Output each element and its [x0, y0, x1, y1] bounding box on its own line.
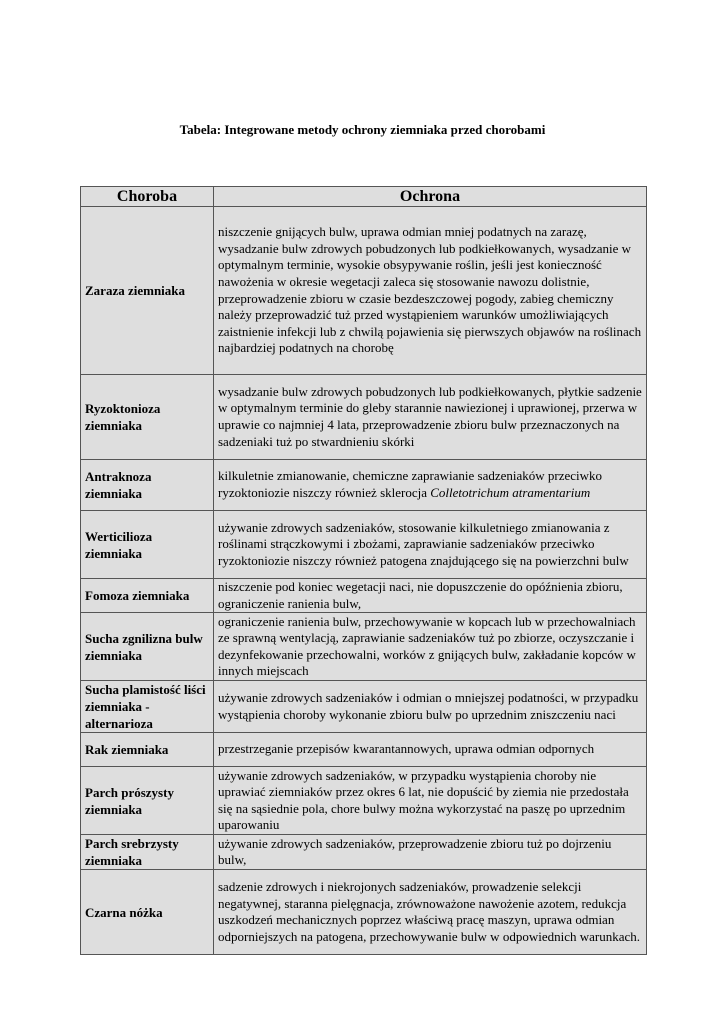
disease-cell: Werticilioza ziemniaka: [81, 511, 214, 579]
table-row: [81, 733, 647, 767]
method-cell: niszczenie pod koniec wegetacji naci, nie dopuszczenie do opóźnienia zbioru, ograniczenie ranienia bulw,: [214, 579, 647, 613]
method-cell: [214, 460, 647, 511]
disease-cell: Sucha zgnilizna bulw ziemniaka: [81, 613, 214, 681]
table-row: [81, 207, 647, 375]
page-title: Tabela: Integrowane metody ochrony ziemniaka przed chorobami: [179, 122, 546, 137]
disease-cell: Parch srebrzysty ziemniaka: [81, 835, 214, 870]
table-header-row: [81, 187, 647, 207]
pathogen-name: Colletotrichum atramentarium: [430, 485, 591, 500]
method-cell: wysadzanie bulw zdrowych pobudzonych lub podkiełkowanych, płytkie sadzenie w optymalnym terminie do gleby starannie nawiezionej i uprawionej, przerwa w uprawie co najmniej 4 lata, przeprowadzenie zbioru bulw przeznaczonych na sadzeniaki tuż po stwardnieniu skórki: [214, 375, 647, 460]
table-row: [81, 460, 647, 511]
method-cell: używanie zdrowych sadzeniaków, przeprowadzenie zbioru tuż po dojrzeniu bulw,: [214, 835, 647, 870]
header-disease: Choroba: [81, 187, 214, 207]
table-row: [81, 613, 647, 681]
disease-cell: Antraknoza ziemniaka: [81, 460, 214, 511]
disease-cell: Rak ziemniaka: [81, 733, 214, 767]
method-cell: używanie zdrowych sadzeniaków, w przypadku wystąpienia choroby nie uprawiać ziemniaków przez okres 6 lat, nie dopuścić by ziemia nie przedostała się na sąsiednie pola, chore bulwy można wykorzystać na paszę po uprzednim uparowaniu: [214, 767, 647, 835]
disease-cell: Fomoza ziemniaka: [81, 579, 214, 613]
table-row: [81, 870, 647, 955]
method-text: kilkuletnie zmianowanie, chemiczne zaprawianie sadzeniaków przeciwko ryzoktoniozie niszczy również sklerocja: [218, 468, 603, 500]
method-cell: niszczenie gnijących bulw, uprawa odmian mniej podatnych na zarazę, wysadzanie bulw zdrowych pobudzonych lub podkiełkowanych, wysadzanie w optymalnym terminie, wysokie obsypywanie roślin, jeśli jest konieczność nawożenia w okresie wegetacji zaleca się stosowanie nawozu dolistnie, przeprowadzenie zbioru w czasie bezdeszczowej pogody, zabieg chemiczny należy przeprowadzić tuż przed wystąpieniem warunków umożliwiających zaistnienie infekcji lub z chwilą pojawienia się pierwszych objawów na roślinach najbardziej podatnych na chorobę: [214, 207, 647, 375]
method-cell: używanie zdrowych sadzeniaków i odmian o mniejszej podatności, w przypadku wystąpienia choroby wykonanie zbioru bulw po uprzednim zniszczeniu naci: [214, 681, 647, 733]
table-row: [81, 835, 647, 870]
disease-cell: Zaraza ziemniaka: [81, 207, 214, 375]
header-protection: Ochrona: [214, 187, 647, 207]
disease-cell: Parch prószysty ziemniaka: [81, 767, 214, 835]
disease-cell: Ryzoktonioza ziemniaka: [81, 375, 214, 460]
method-cell: sadzenie zdrowych i niekrojonych sadzeniaków, prowadzenie selekcji negatywnej, staranna pielęgnacja, zrównoważone nawożenie azotem, redukcja uszkodzeń mechanicznych poprzez właściwą pracę maszyn, uprawa odmian odporniejszych na patogena, przechowywanie bulw w odpowiednich warunkach.: [214, 870, 647, 955]
table-row: [81, 375, 647, 460]
table-row: [81, 579, 647, 613]
disease-cell: Sucha plamistość liści ziemniaka - alternarioza: [81, 681, 214, 733]
method-cell: przestrzeganie przepisów kwarantannowych, uprawa odmian odpornych: [214, 733, 647, 767]
disease-cell: Czarna nóżka: [81, 870, 214, 955]
table-row: [81, 681, 647, 733]
protection-table: [80, 186, 647, 955]
method-cell: używanie zdrowych sadzeniaków, stosowanie kilkuletniego zmianowania z roślinami strączkowymi i zbożami, zaprawianie sadzeniaków przeciwko ryzoktoniozie niszczy również patogena znajdującego się na powierzchni bulw: [214, 511, 647, 579]
table-row: [81, 767, 647, 835]
table-row: [81, 511, 647, 579]
method-cell: ograniczenie ranienia bulw, przechowywanie w kopcach lub w przechowalniach ze sprawną wentylacją, zaprawianie sadzeniaków tuż po zbiorze, oczyszczanie i dezynfekowanie przechowalni, worków z gnijących bulw, zakładanie kopców w innych miejscach: [214, 613, 647, 681]
